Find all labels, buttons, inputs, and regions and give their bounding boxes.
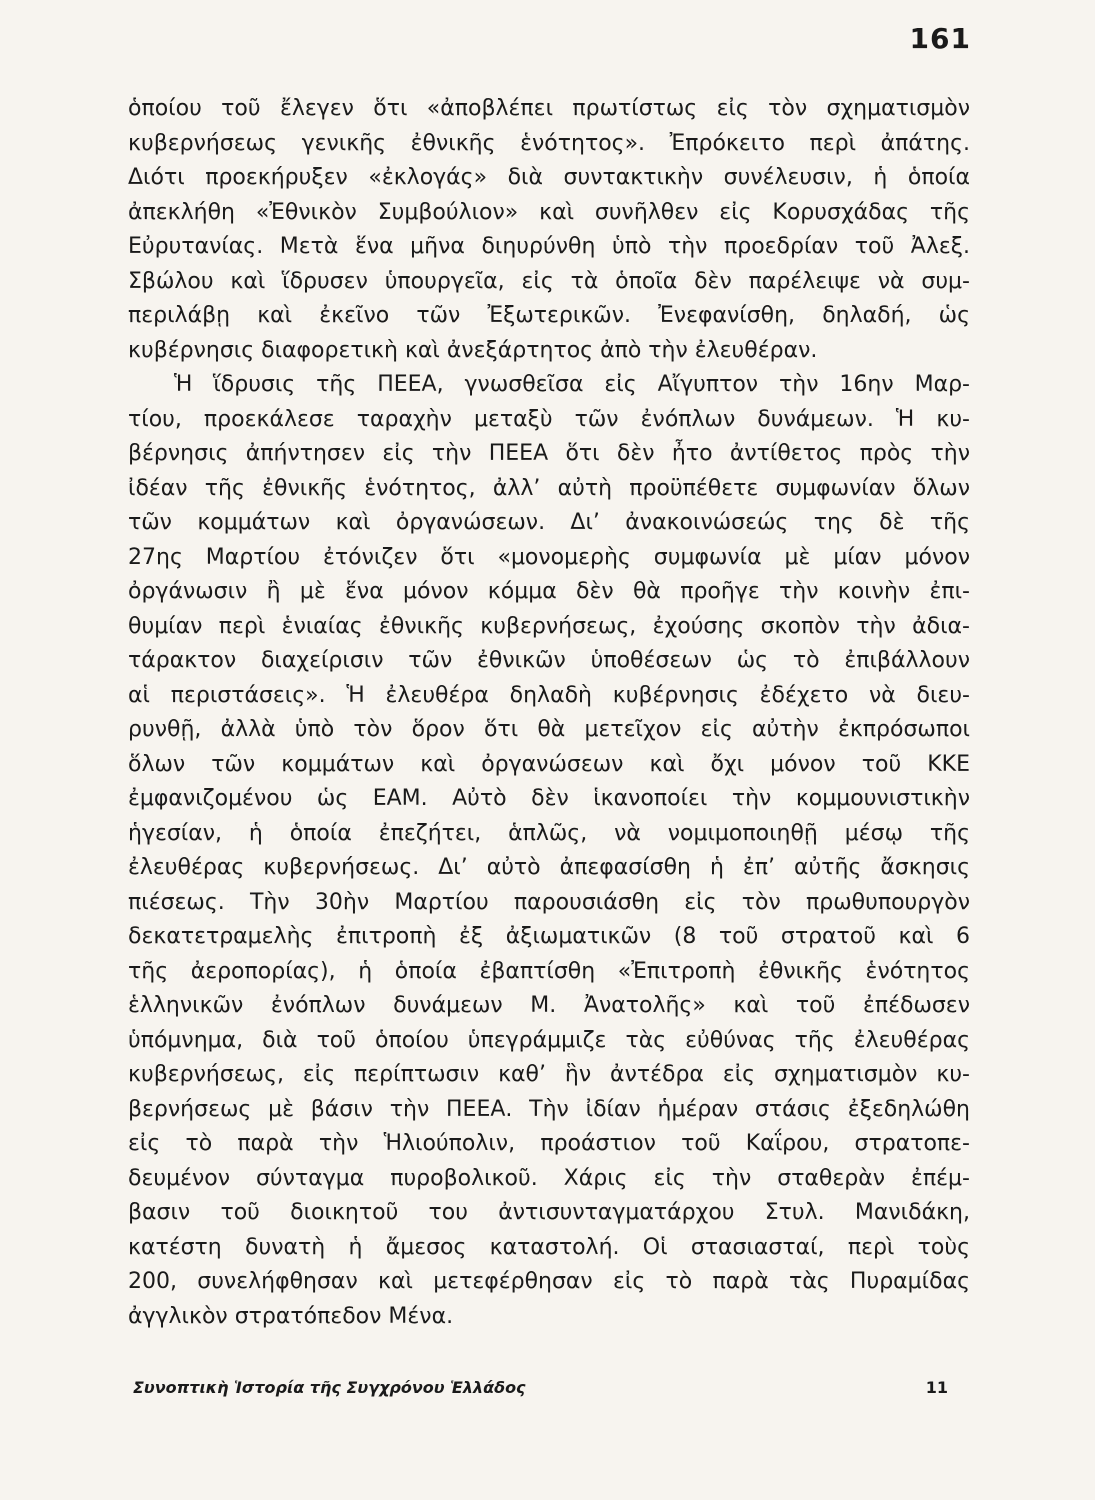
text-line: κατέστη δυνατὴ ἡ ἄμεσος καταστολή. Οἱ στασιασταί, περὶ τοὺς — [128, 1234, 970, 1260]
text-line: δευμένον σύνταγμα πυροβολικοῦ. Χάρις εἰς τὴν σταθερὰν ἐπέμ- — [128, 1165, 970, 1191]
text-line: κυβερνήσεως γενικῆς ἐθνικῆς ἑνότητος». Ἐπρόκειτο περὶ ἀπάτης. — [128, 130, 970, 156]
text-line: βέρνησις ἀπήντησεν εἰς τὴν ΠΕΕΑ ὅτι δὲν ἦτο ἀντίθετος πρὸς τὴν — [128, 441, 970, 466]
text-line: ὑπόμνημα, διὰ τοῦ ὁποίου ὑπεγράμμιζε τὰς εὐθύνας τῆς ἐλευθέρας — [128, 1027, 970, 1053]
body-text — [128, 92, 970, 1334]
text-line: βερνήσεως μὲ βάσιν τὴν ΠΕΕΑ. Τὴν ἰδίαν ἡμέραν στάσις ἐξεδηλώθη — [128, 1096, 970, 1122]
text-line: τάρακτον διαχείρισιν τῶν ἐθνικῶν ὑποθέσεων ὡς τὸ ἐπιβάλλουν — [128, 648, 970, 673]
text-line: κυβέρνησις διαφορετικὴ καὶ ἀνεξάρτητος ἀπὸ τὴν ἐλευθέραν. — [128, 337, 818, 363]
text-line: ὀργάνωσιν ἢ μὲ ἕνα μόνον κόμμα δὲν θὰ προῆγε τὴν κοινὴν ἐπι- — [128, 579, 970, 604]
text-line: πιέσεως. Τὴν 30ὴν Μαρτίου παρουσιάσθη εἰς τὸν πρωθυπουργὸν — [128, 889, 970, 915]
text-line: ἡγεσίαν, ἡ ὁποία ἐπεζήτει, ἁπλῶς, νὰ νομιμοποιηθῇ μέσῳ τῆς — [128, 820, 970, 846]
text-line: 27ης Μαρτίου ἐτόνιζεν ὅτι «μονομερὴς συμφωνία μὲ μίαν μόνον — [128, 544, 970, 570]
text-line: δεκατετραμελὴς ἐπιτροπὴ ἐξ ἀξιωματικῶν (8 τοῦ στρατοῦ καὶ 6 — [128, 924, 970, 949]
text-line: τῶν κομμάτων καὶ ὀργανώσεων. Δι’ ἀνακοινώσεώς της δὲ τῆς — [128, 510, 970, 535]
text-line: βασιν τοῦ διοικητοῦ του ἀντισυνταγματάρχου Στυλ. Μανιδάκη, — [128, 1200, 970, 1225]
text-line: κυβερνήσεως, εἰς περίπτωσιν καθ’ ἣν ἀντέδρα εἰς σχηματισμὸν κυ- — [128, 1062, 970, 1087]
text-line: ἀγγλικὸν στρατόπεδον Μένα. — [128, 1303, 454, 1329]
text-line: ἐμφανιζομένου ὡς ΕΑΜ. Αὐτὸ δὲν ἱκανοποίει τὴν κομμουνιστικὴν — [128, 786, 970, 811]
text-line: ὅλων τῶν κομμάτων καὶ ὀργανώσεων καὶ ὄχι μόνον τοῦ ΚΚΕ — [128, 751, 970, 777]
text-line: Ἡ ἵδρυσις τῆς ΠΕΕΑ, γνωσθεῖσα εἰς Αἴγυπτον τὴν 16ην Μαρ- — [174, 372, 970, 397]
page-footer — [133, 1378, 948, 1397]
page-number: 161 — [909, 22, 971, 55]
text-line: ἰδέαν τῆς ἐθνικῆς ἑνότητος, ἀλλ’ αὐτὴ προϋπέθετε συμφωνίαν ὅλων — [128, 475, 970, 501]
text-line: ἀπεκλήθη «Ἐθνικὸν Συμβούλιον» καὶ συνῆλθεν εἰς Κορυσχάδας τῆς — [128, 199, 970, 225]
text-line: ὁποίου τοῦ ἔλεγεν ὅτι «ἀποβλέπει πρωτίστως εἰς τὸν σχηματισμὸν — [128, 96, 970, 121]
text-line: τῆς ἀεροπορίας), ἡ ὁποία ἐβαπτίσθη «Ἐπιτροπὴ ἐθνικῆς ἑνότητος — [128, 958, 970, 984]
text-line: περιλάβῃ καὶ ἐκεῖνο τῶν Ἐξωτερικῶν. Ἐνεφανίσθη, δηλαδή, ὡς — [128, 303, 970, 328]
text-line: ἐλευθέρας κυβερνήσεως. Δι’ αὐτὸ ἀπεφασίσθη ἡ ἐπ’ αὐτῆς ἄσκησις — [128, 855, 970, 880]
text-line: Εὐρυτανίας. Μετὰ ἕνα μῆνα διηυρύνθη ὑπὸ τὴν προεδρίαν τοῦ Ἀλεξ. — [128, 234, 970, 259]
text-line: Διότι προεκήρυξεν «ἐκλογάς» διὰ συντακτικὴν συνέλευσιν, ἡ ὁποία — [128, 165, 970, 190]
text-line: τίου, προεκάλεσε ταραχὴν μεταξὺ τῶν ἐνόπλων δυνάμεων. Ἡ κυ- — [128, 406, 970, 432]
text-line: θυμίαν περὶ ἑνιαίας ἐθνικῆς κυβερνήσεως, ἐχούσης σκοπὸν τὴν ἀδια- — [128, 613, 970, 639]
text-line: ρυνθῇ, ἀλλὰ ὑπὸ τὸν ὅρον ὅτι θὰ μετεῖχον εἰς αὐτὴν ἐκπρόσωποι — [128, 717, 970, 742]
footer-book-title: Συνοπτικὴ Ἱστορία τῆς Συγχρόνου Ἑλλάδος — [133, 1378, 526, 1397]
text-line: 200, συνελήφθησαν καὶ μετεφέρθησαν εἰς τὸ παρὰ τὰς Πυραμίδας — [128, 1269, 970, 1294]
text-line: εἰς τὸ παρὰ τὴν Ἡλιούπολιν, προάστιον τοῦ Καΐρου, στρατοπε- — [128, 1131, 970, 1156]
text-line: Σβώλου καὶ ἵδρυσεν ὑπουργεῖα, εἰς τὰ ὁποῖα δὲν παρέλειψε νὰ συμ- — [128, 268, 970, 294]
text-line: ἑλληνικῶν ἐνόπλων δυνάμεων Μ. Ἀνατολῆς» καὶ τοῦ ἐπέδωσεν — [128, 993, 970, 1018]
footer-signature-mark: 11 — [925, 1378, 948, 1397]
text-line: αἱ περιστάσεις». Ἡ ἐλευθέρα δηλαδὴ κυβέρνησις ἐδέχετο νὰ διευ- — [128, 682, 970, 708]
